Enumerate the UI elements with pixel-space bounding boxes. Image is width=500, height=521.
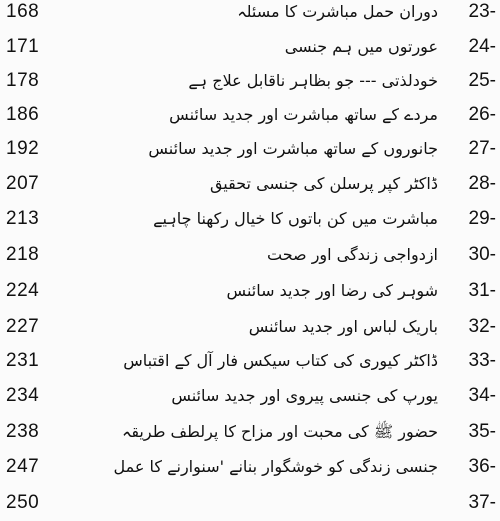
toc-row (0, 166, 500, 202)
chapter-number: 31- (468, 280, 496, 301)
chapter-title: ڈاکٹر کیوری کی کتاب سیکس فار آل کے اقتباس (123, 351, 438, 370)
page-number: 186 (6, 104, 40, 125)
chapter-title: ڈاکٹر کپر پرسلن کی جنسی تحقیق (209, 174, 438, 193)
chapter-title: خودلذتی --- جو بظاہر ناقابل علاج ہے (188, 71, 438, 90)
toc-row (0, 378, 500, 414)
chapter-number: 36- (468, 456, 496, 477)
chapter-title: حضور ﷺ کی محبت اور مزاح کا پرلطف طریقہ (121, 422, 438, 441)
chapter-title: جنسی زندگی کو خوشگوار بنانے 'سنوارنے کا عمل (113, 457, 438, 476)
page-number: 227 (6, 316, 40, 337)
page-number: 168 (6, 1, 40, 22)
chapter-number: 37- (468, 492, 496, 513)
chapter-number: 23- (468, 1, 496, 22)
chapter-title: جانوروں کے ساتھ مباشرت اور جدید سائنس (148, 139, 438, 158)
chapter-number: 25- (468, 70, 496, 91)
chapter-number: 32- (468, 316, 496, 337)
toc-row (0, 63, 500, 99)
chapter-number: 29- (468, 208, 496, 229)
chapter-number: 26- (468, 104, 496, 125)
toc-row (0, 29, 500, 65)
page-number: 250 (6, 492, 40, 513)
page-number: 207 (6, 173, 40, 194)
toc-row (0, 343, 500, 379)
toc-row (0, 97, 500, 133)
chapter-number: 30- (468, 244, 496, 265)
chapter-title: دوران حمل مباشرت کا مسئلہ (237, 2, 438, 21)
toc-row (0, 0, 500, 30)
page-number: 224 (6, 280, 40, 301)
page-number: 238 (6, 421, 40, 442)
toc-row (0, 201, 500, 237)
chapter-number: 34- (468, 385, 496, 406)
toc-row (0, 309, 500, 345)
chapter-title: ازدواجی زندگی اور صحت (266, 245, 438, 264)
page-number: 171 (6, 36, 40, 57)
chapter-title: مباشرت میں کن باتوں کا خیال رکھنا چاہیے (153, 209, 438, 228)
chapter-number: 27- (468, 138, 496, 159)
toc-row (0, 273, 500, 309)
chapter-number: 35- (468, 421, 496, 442)
chapter-title: شوہر کی رضا اور جدید سائنس (226, 281, 438, 300)
toc-row (0, 237, 500, 273)
page-number: 218 (6, 244, 40, 265)
toc-row (0, 131, 500, 167)
chapter-title: باریک لباس اور جدید سائنس (248, 317, 438, 336)
toc-row (0, 414, 500, 450)
chapter-number: 28- (468, 173, 496, 194)
page-number: 192 (6, 138, 40, 159)
chapter-number: 33- (468, 350, 496, 371)
toc-row-partial (0, 488, 500, 513)
chapter-title: یورپ کی جنسی پیروی اور جدید سائنس (171, 386, 438, 405)
chapter-title: مردے کے ساتھ مباشرت اور جدید سائنس (169, 105, 438, 124)
page-number: 231 (6, 350, 40, 371)
chapter-title: عورتوں میں ہم جنسی (284, 37, 438, 56)
page-number: 234 (6, 385, 40, 406)
toc-row (0, 449, 500, 485)
page-number: 213 (6, 208, 40, 229)
page-number: 178 (6, 70, 40, 91)
chapter-number: 24- (468, 36, 496, 57)
page-number: 247 (6, 456, 40, 477)
